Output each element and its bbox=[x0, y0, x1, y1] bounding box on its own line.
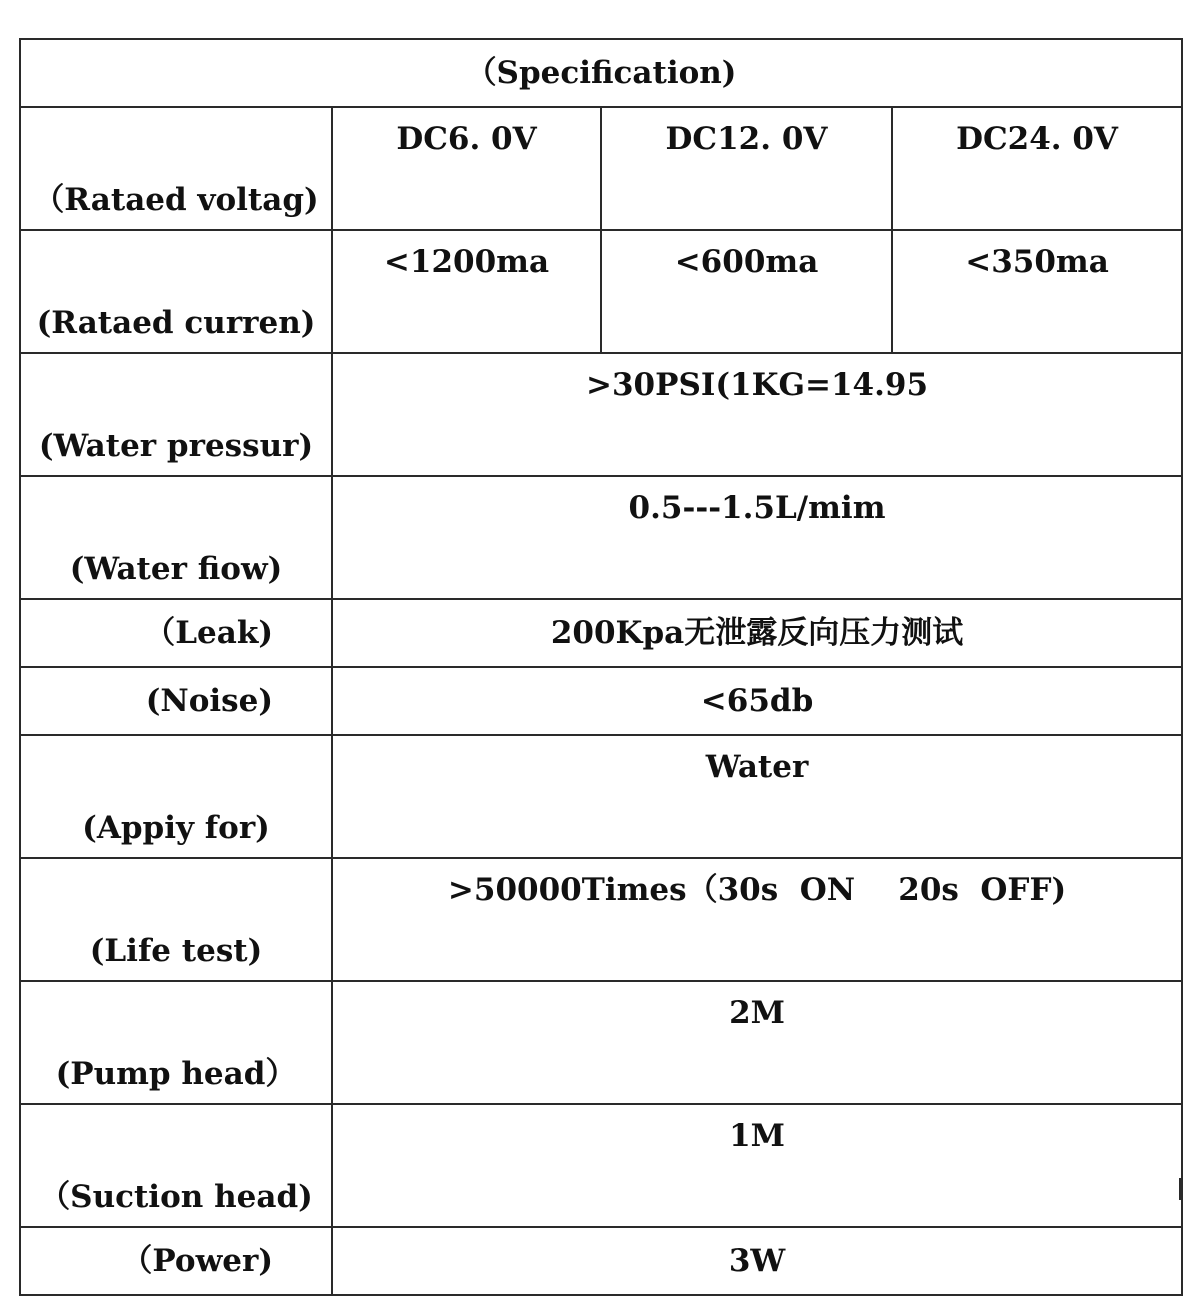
noise-label: (Noise) bbox=[20, 667, 332, 735]
water-flow-label: (Water fiow) bbox=[20, 476, 332, 599]
life-test-row bbox=[20, 858, 1182, 981]
rated-voltage-row bbox=[20, 107, 1182, 230]
water-pressure-row bbox=[20, 353, 1182, 476]
noise-value: <65db bbox=[332, 667, 1182, 735]
leak-value bbox=[332, 599, 1182, 667]
table-title-row bbox=[20, 39, 1182, 107]
life-test-value: >50000Times（30s ON 20s OFF) bbox=[332, 858, 1182, 981]
current-12v: <600ma bbox=[601, 230, 892, 353]
rated-current-row bbox=[20, 230, 1182, 353]
water-flow-value: 0.5---1.5L/mim bbox=[332, 476, 1182, 599]
water-pressure-label: (Water pressur) bbox=[20, 353, 332, 476]
rated-current-label: (Rataed curren) bbox=[20, 230, 332, 353]
current-24v: <350ma bbox=[892, 230, 1182, 353]
apply-for-value: Water bbox=[332, 735, 1182, 858]
power-row bbox=[20, 1227, 1182, 1295]
leak-label: （Leak) bbox=[20, 599, 332, 667]
voltage-12v: DC12. 0V bbox=[601, 107, 892, 230]
leak-row bbox=[20, 599, 1182, 667]
apply-for-label: (Appiy for) bbox=[20, 735, 332, 858]
specification-table bbox=[19, 38, 1183, 1296]
apply-for-row bbox=[20, 735, 1182, 858]
power-value: 3W bbox=[332, 1227, 1182, 1295]
suction-head-label: （Suction head) bbox=[20, 1104, 332, 1227]
suction-head-value: 1M bbox=[332, 1104, 1182, 1227]
power-label: （Power) bbox=[20, 1227, 332, 1295]
pump-head-value: 2M bbox=[332, 981, 1182, 1104]
voltage-6v: DC6. 0V bbox=[332, 107, 601, 230]
noise-row bbox=[20, 667, 1182, 735]
rated-voltage-label: （Rataed voltag) bbox=[20, 107, 332, 230]
pump-head-label: (Pump head） bbox=[20, 981, 332, 1104]
current-6v: <1200ma bbox=[332, 230, 601, 353]
suction-head-row bbox=[20, 1104, 1182, 1227]
table-continuation bbox=[19, 1178, 1181, 1200]
life-test-label: (Life test) bbox=[20, 858, 332, 981]
leak-value-pressure: 200Kpa bbox=[550, 614, 685, 651]
water-pressure-value: >30PSI(1KG=14.95 bbox=[332, 353, 1182, 476]
pump-head-row bbox=[20, 981, 1182, 1104]
table-title: （Specification) bbox=[20, 39, 1182, 107]
voltage-24v: DC24. 0V bbox=[892, 107, 1182, 230]
leak-value-description: 无泄露反向压力测试 bbox=[684, 614, 964, 651]
water-flow-row bbox=[20, 476, 1182, 599]
